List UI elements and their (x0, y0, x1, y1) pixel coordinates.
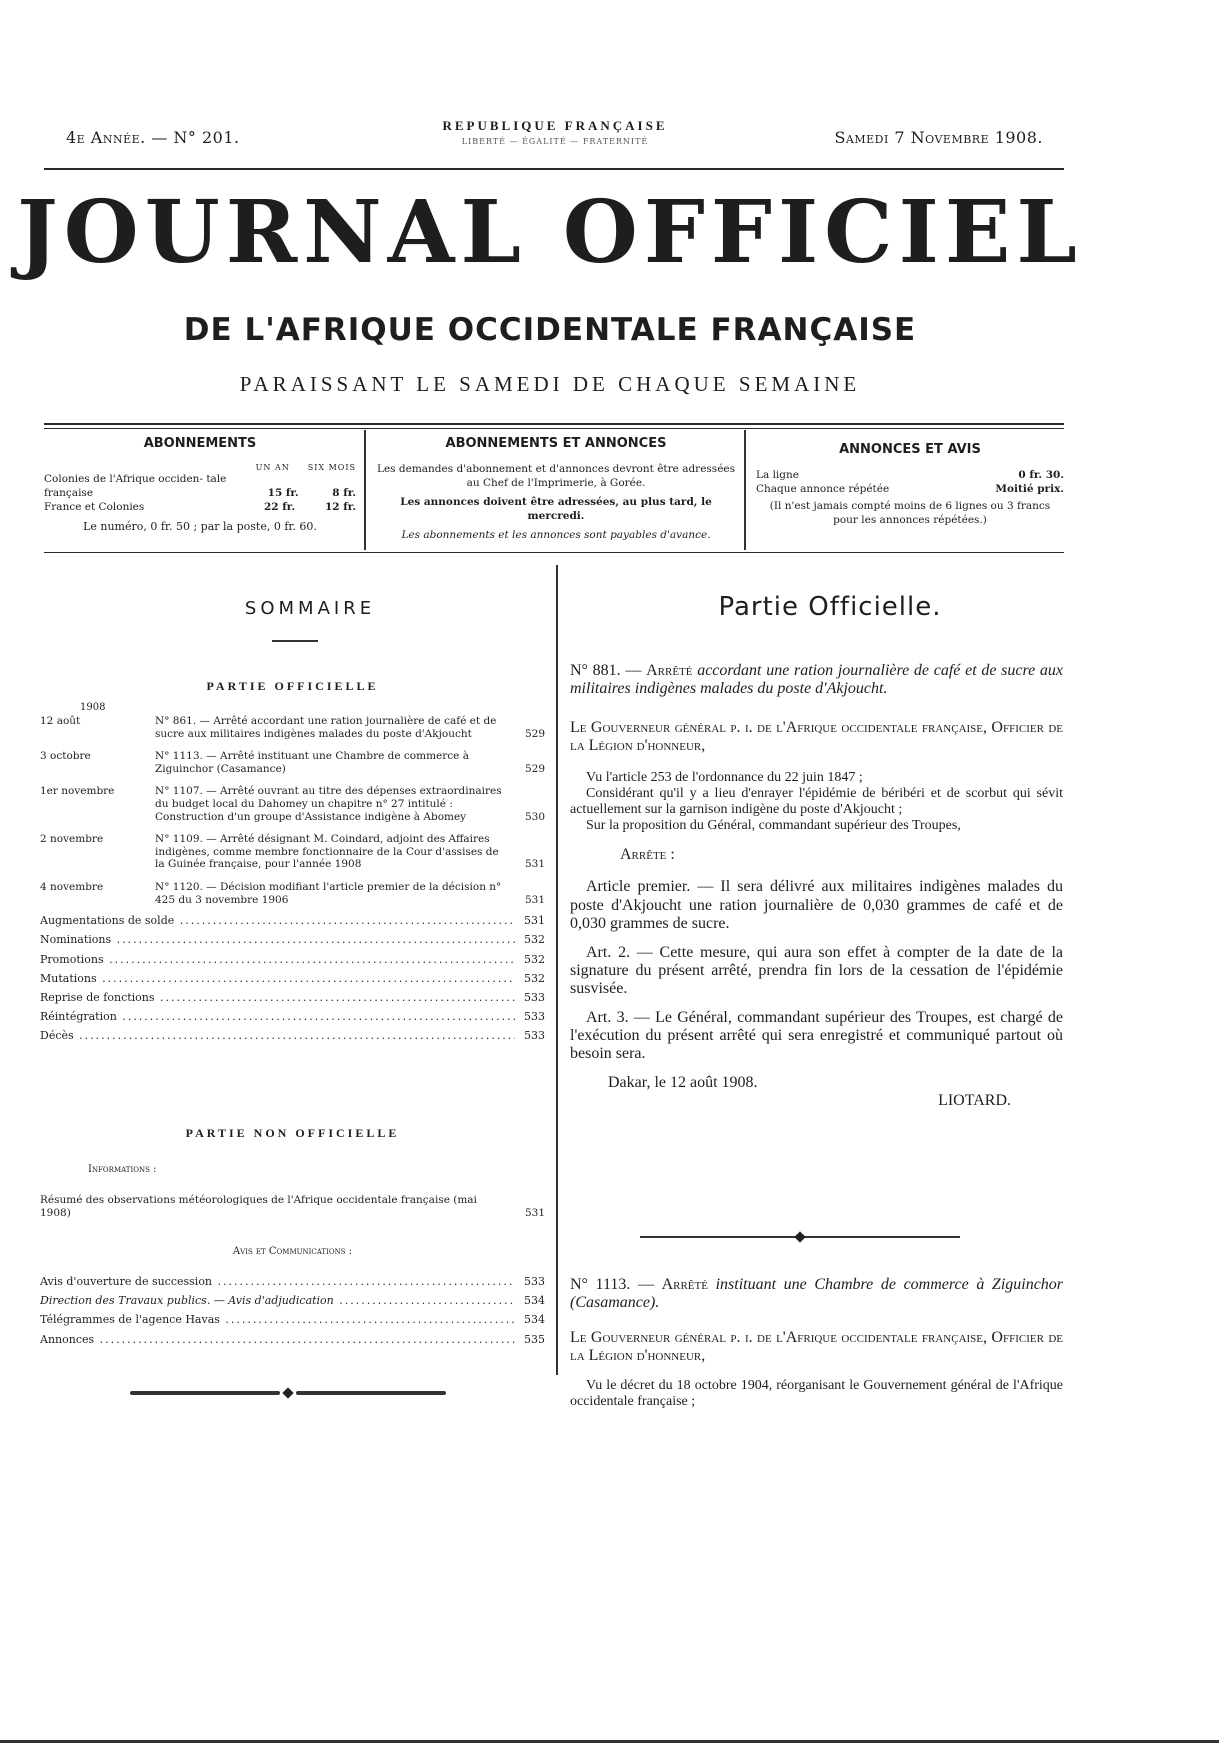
toc-page: 533 (524, 990, 545, 1004)
toc-simple-entry[interactable] (40, 991, 545, 1004)
sommaire-rule (272, 640, 318, 642)
abonnements-heading: ABONNEMENTS (143, 436, 257, 451)
annonces-note: (Il n'est jamais compté moins de 6 lignes ou 3 francs pour les annonces répétées.) (769, 500, 1051, 526)
abonnements-section (44, 436, 356, 535)
annonces-line-3: Les abonnements et les annonces sont payables d'avance. (401, 529, 711, 542)
toc-simple-entry[interactable] (40, 1333, 545, 1346)
toc-page: 533 (524, 1029, 545, 1043)
row1-un-an: 15 fr. (267, 486, 299, 499)
arrete-881-heading (570, 662, 1063, 699)
ligne-label: La ligne (756, 468, 799, 481)
toc-page: 534 (524, 1294, 545, 1308)
toc-simple-label: Décès ..... (40, 1029, 515, 1042)
arrete-1113-number: N° 1113. — (570, 1276, 654, 1293)
toc-text: N° 1107. — Arrêté ouvrant au titre des dépenses extraordinaires du budget local du Dahomey un chapitre n° 27 intitulé : Construction d'un groupe d'Assistance indigène à Abomey (155, 785, 502, 823)
toc-simple-label: Annonces ..... (40, 1333, 515, 1346)
toc-entry[interactable] (40, 833, 545, 871)
col-un-an: UN AN (255, 462, 290, 472)
arrete-1113-gouverneur: Le Gouverneur général p. i. de l'Afrique occidentale française, Officier de la Légion d'honneur, (570, 1328, 1063, 1365)
issue-date: Samedi 7 Novembre 1908. (834, 128, 1043, 147)
article-separator-diamond (794, 1231, 805, 1242)
toc-entry[interactable] (40, 715, 545, 740)
repetee-row (756, 483, 1064, 497)
box-bottom-rule (44, 552, 1064, 553)
journal-subtitle: DE L'AFRIQUE OCCIDENTALE FRANÇAISE (183, 312, 917, 348)
sommaire-partie-non-officielle: PARTIE NON OFFICIELLE (185, 1126, 400, 1140)
repetee-label: Chaque annonce répétée (756, 482, 890, 495)
annonces-avis-heading: ANNONCES ET AVIS (839, 442, 981, 457)
toc-entry[interactable] (40, 750, 545, 775)
toc-page: 531 (524, 858, 545, 871)
informations-heading: Informations : (88, 1164, 157, 1175)
toc-simple-entry[interactable] (40, 933, 545, 946)
toc-page: 532 (524, 933, 545, 947)
toc-simple-label: Télégrammes de l'agence Havas ..... (40, 1313, 515, 1326)
republic-label: REPUBLIQUE FRANÇAISE (442, 118, 668, 133)
row2-label: France et Colonies (44, 500, 145, 513)
toc-text: Résumé des observations météorologiques de l'Afrique occidentale française (mai 1908) (40, 1194, 477, 1219)
arrete-881-considerant: Considérant qu'il y a lieu d'enrayer l'épidémie de béribéri et de scorbut qui sévit actuellement sur la garnison indigène du poste d'Akjoucht ; (570, 785, 1063, 817)
sommaire-ornament-right (296, 1391, 446, 1395)
toc-simple-entry[interactable] (40, 972, 545, 985)
toc-dated-list (40, 715, 545, 1048)
box-divider-1 (364, 430, 366, 550)
arrete-881-proposition: Sur la proposition du Général, commandant supérieur des Troupes, (586, 817, 961, 833)
toc-page: 529 (524, 727, 545, 740)
arrete-881-number: N° 881. — (570, 662, 642, 679)
republic-block (390, 118, 720, 146)
toc-text: N° 1113. — Arrêté instituant une Chambre de commerce à Ziguinchor (Casamance) (155, 750, 469, 775)
toc-simple-label: Augmentations de solde ..... (40, 914, 515, 927)
journal-title: JOURNAL OFFICIEL (17, 182, 1083, 283)
arrete-881-art3: Art. 3. — Le Général, commandant supérieur des Troupes, est chargé de l'exécution du présent arrêté qui sera enregistré et communiqué partout où besoin sera. (570, 1008, 1063, 1063)
toc-entry[interactable] (40, 785, 545, 823)
informations-list (40, 1194, 545, 1226)
row1-six-mois: 8 fr. (332, 486, 356, 499)
arrete-881-arrete: Arrête : (620, 845, 675, 863)
arrete-1113-vu: Vu le décret du 18 octobre 1904, réorganisant le Gouvernement général de l'Afrique occidentale française ; (570, 1377, 1063, 1409)
toc-simple-entry[interactable] (40, 914, 545, 927)
toc-simple-entry[interactable] (40, 1294, 545, 1307)
toc-simple-label: Promotions ..... (40, 953, 515, 966)
toc-page: 529 (524, 762, 545, 775)
arrete-881-vu: Vu l'article 253 de l'ordonnance du 22 juin 1847 ; (586, 769, 863, 785)
arrete-881-art1: Article premier. — Il sera délivré aux militaires indigènes malades du poste d'Akjoucht une ration journalière de 0,030 grammes de café et de 0,030 grammes de sucre. (570, 878, 1063, 933)
toc-simple-entry[interactable] (40, 1010, 545, 1023)
arrete-881-signature: LIOTARD. (938, 1092, 1011, 1110)
sommaire-partie-officielle: PARTIE OFFICIELLE (206, 679, 379, 693)
toc-page: 533 (524, 1010, 545, 1024)
col-six-mois: SIX MOIS (307, 462, 356, 472)
annonces-line-1: Les demandes d'abonnement et d'annonces devront être adressées au Chef de l'Imprimerie, à Gorée. (376, 462, 736, 489)
toc-page: 531 (524, 914, 545, 928)
box-top-rule-2 (44, 428, 1064, 429)
toc-text: N° 861. — Arrêté accordant une ration journalière de café et de sucre aux militaires indigènes malades du poste d'Akjoucht (155, 715, 497, 740)
toc-simple-label: Reprise de fonctions ..... (40, 991, 515, 1004)
arrete-1113-heading (570, 1276, 1063, 1313)
toc-simple-label: Mutations ..... (40, 972, 515, 985)
avis-heading: Avis et Communications : (232, 1246, 353, 1257)
toc-text: N° 1120. — Décision modifiant l'article premier de la décision n° 425 du 3 novembre 1906 (155, 880, 502, 906)
arrete-1113-word: Arrêté (661, 1276, 708, 1293)
arrete-881-place-date: Dakar, le 12 août 1908. (608, 1073, 758, 1091)
numero-price: Le numéro, 0 fr. 50 ; par la poste, 0 fr. 60. (83, 520, 317, 534)
toc-date: 12 août (40, 715, 81, 727)
partie-officielle-title: Partie Officielle. (718, 592, 942, 622)
year-issue: 4e Année. — N° 201. (66, 128, 240, 147)
sommaire-year: 1908 (80, 702, 106, 713)
toc-page: 531 (524, 1206, 545, 1219)
ligne-row (756, 469, 1064, 483)
row2-un-an: 22 fr. (263, 500, 295, 513)
abonnements-annonces-heading: ABONNEMENTS ET ANNONCES (445, 436, 667, 451)
column-divider (556, 565, 558, 1375)
repetee-price: Moitié prix. (995, 482, 1064, 495)
publication-schedule: PARAISSANT LE SAMEDI DE CHAQUE SEMAINE (239, 372, 861, 396)
toc-simple-label: Avis d'ouverture de succession ..... (40, 1275, 515, 1288)
arrete-881-art2: Art. 2. — Cette mesure, qui aura son effet à compter de la date de la signature du présent arrêté, prendra fin lors de la cessation de l'épidémie susvisée. (570, 943, 1063, 998)
toc-simple-label: Direction des Travaux publics. — Avis d'adjudication ..... (40, 1294, 515, 1307)
toc-page: 531 (524, 893, 545, 906)
arrete-1113 (570, 1276, 1063, 1410)
toc-date: 2 novembre (40, 833, 104, 846)
avis-list (40, 1275, 545, 1352)
toc-entry[interactable] (40, 881, 545, 906)
toc-date: 3 octobre (40, 750, 91, 763)
abonnements-annonces-section (376, 436, 736, 543)
toc-simple-entry[interactable] (40, 1029, 545, 1042)
toc-date: 1er novembre (40, 785, 115, 798)
republic-motto: LIBERTÉ — ÉGALITÉ — FRATERNITÉ (461, 137, 649, 146)
sommaire-title: SOMMAIRE (244, 598, 376, 619)
toc-page: 534 (524, 1313, 545, 1327)
arrete-881-gouverneur: Le Gouverneur général p. i. de l'Afrique occidentale française, Officier de la Légion d'honneur, (570, 718, 1063, 755)
arrete-881-word: Arrêté (646, 662, 693, 679)
toc-text: N° 1109. — Arrêté désignant M. Coindard, adjoint des Affaires indigènes, comme membre fonctionnaire de la Cour d'assises de la Guinée française, pour l'année 1908 (155, 833, 499, 871)
box-divider-2 (744, 430, 746, 550)
toc-simple-entry[interactable] (40, 1313, 545, 1326)
toc-page: 530 (524, 810, 545, 823)
row1-label: Colonies de l'Afrique occiden- tale française (44, 473, 227, 499)
abonnement-row-colonies (44, 473, 356, 500)
toc-page: 532 (524, 952, 545, 966)
sommaire-ornament-left (130, 1391, 280, 1395)
toc-simple-entry[interactable] (40, 1275, 545, 1288)
toc-simple-label: Réintégration ..... (40, 1010, 515, 1023)
toc-entry[interactable] (40, 1194, 545, 1219)
toc-simple-entry[interactable] (40, 953, 545, 966)
arrete-881 (570, 662, 1063, 1111)
toc-page: 533 (524, 1275, 545, 1288)
arrete-881-subject: accordant une ration journalière de café et de sucre aux militaires indigènes malades du poste d'Akjoucht. (570, 662, 1064, 698)
ligne-price: 0 fr. 30. (1018, 468, 1064, 481)
toc-simple-label: Nominations ..... (40, 933, 515, 946)
sommaire-ornament-diamond (282, 1387, 293, 1398)
row2-six-mois: 12 fr. (324, 500, 356, 513)
toc-page: 535 (524, 1332, 545, 1346)
toc-page: 532 (524, 971, 545, 985)
header-rule (44, 168, 1064, 170)
toc-date: 4 novembre (40, 880, 104, 893)
arrete-1113-subject: instituant une Chambre de commerce à Ziguinchor (Casamance). (570, 1276, 1064, 1312)
page-bottom-border (0, 1740, 1219, 1743)
annonces-line-2: Les annonces doivent être adressées, au plus tard, le mercredi. (400, 496, 712, 522)
abonnements-col-headers (44, 463, 356, 473)
box-top-rule (44, 423, 1064, 425)
abonnement-row-france (44, 501, 356, 515)
annonces-avis-section (756, 442, 1064, 527)
